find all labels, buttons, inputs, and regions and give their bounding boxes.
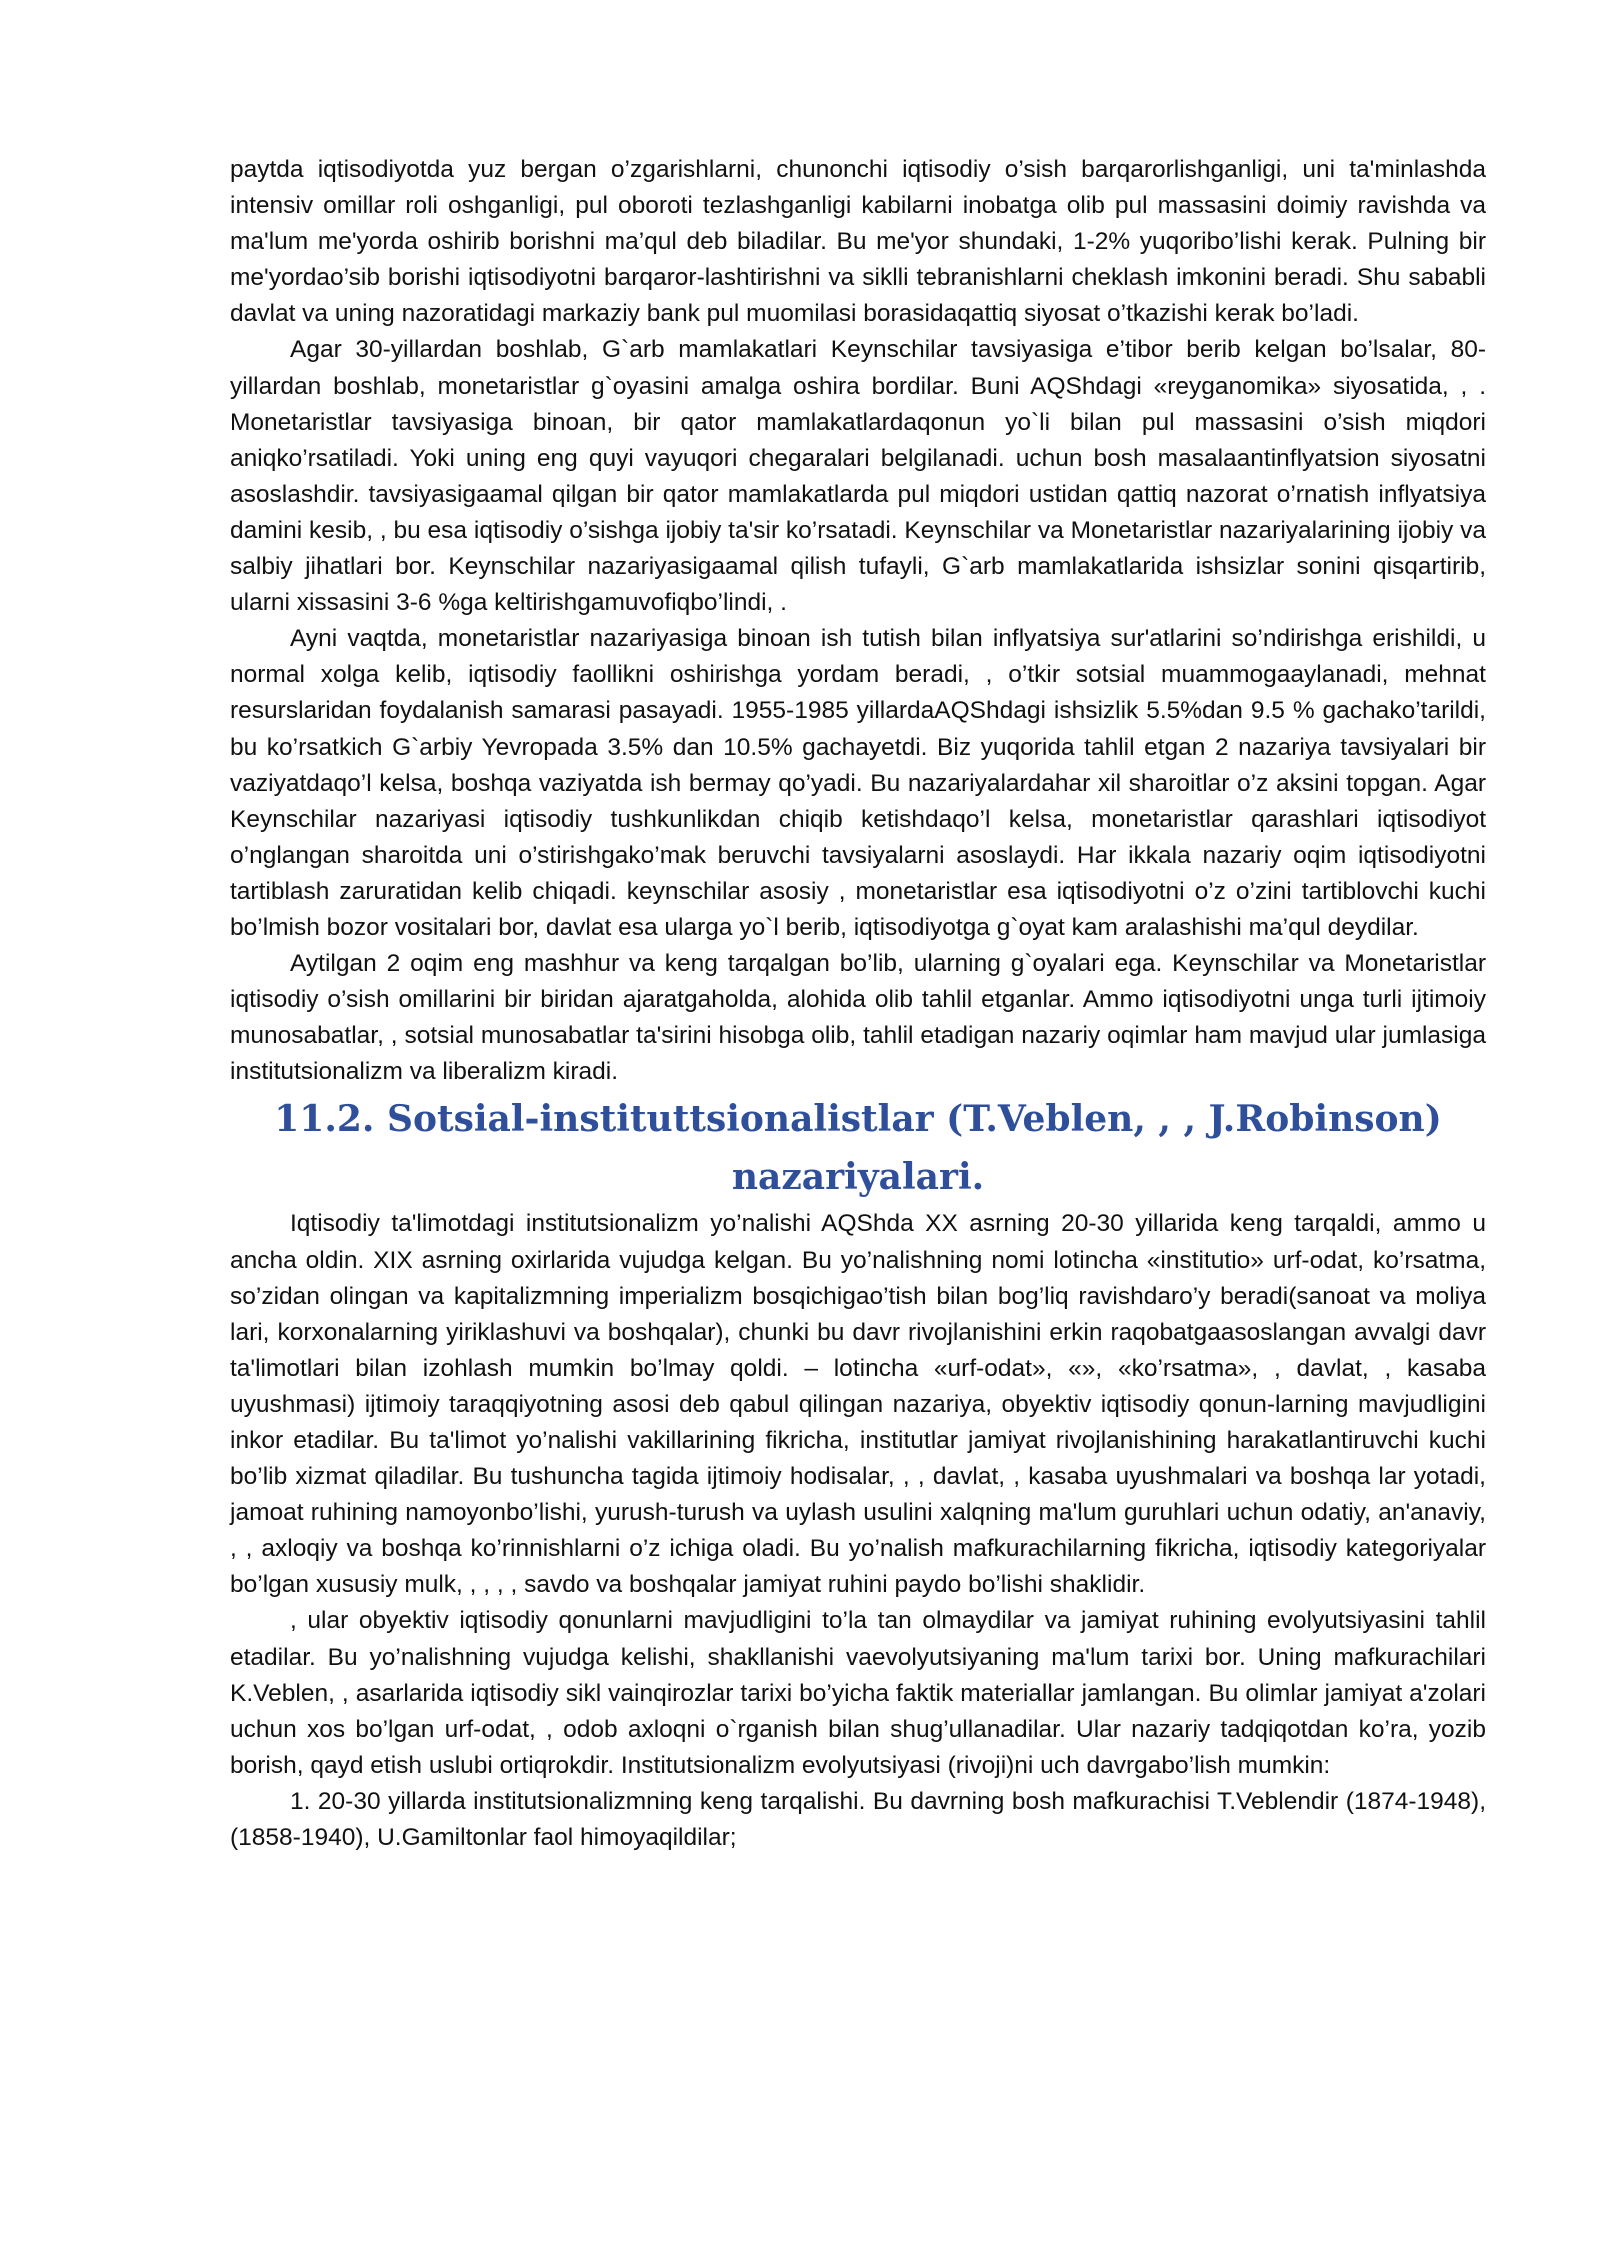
section-heading: 11.2. Sotsial-instituttsionalistlar (T.Veblen, , , J.Robinson) nazariyalari. bbox=[274, 1098, 1442, 1199]
document-page bbox=[230, 152, 1486, 1856]
paragraph: Aytilgan 2 oqim eng mashhur va keng tarqalgan bo’lib, ularning g`oyalari ega. Keynschilar va Monetaristlar iqtisodiy o’sish omillarini bir biridan ajaratgaholda, alohida olib tahlil etganlar. Ammo iqtisodiyotni unga turli ijtimoiy munosabatlar, , sotsial munosabatlar ta'sirini hisobga olib, tahlil etadigan nazariy oqimlar ham mavjud ular jumlasiga institutsionalizm va liberalizm kiradi. bbox=[230, 950, 1486, 1086]
paragraph: Ayni vaqtda, monetaristlar nazariyasiga binoan ish tutish bilan inflyatsiya sur'atlarini so’ndirishga erishildi, u normal xolga kelib, iqtisodiy faollikni oshirishga yordam beradi, , o’tkir sotsial muammogaaylanadi, mehnat resurslaridan foydalanish samarasi pasayadi. 1955-1985 yillardaAQShdagi ishsizlik 5.5%dan 9.5 % gachako’tarildi, bu ko’rsatkich G`arbiy Yevropada 3.5% dan 10.5% gachayetdi. Biz yuqorida tahlil etgan 2 nazariya tavsiyalari bir vaziyatdaqo’l kelsa, boshqa vaziyatda ish bermay qo’yadi. Bu nazariyalardahar xil sharoitlar o’z aksini topgan. Agar Keynschilar nazariyasi iqtisodiy tushkunlikdan chiqib ketishdaqo’l kelsa, monetaristlar qarashlari iqtisodiyot o’nglangan sharoitda uni o’stirishgako’mak beruvchi tavsiyalarni asoslaydi. Har ikkala nazariy oqim iqtisodiyotni tartiblash zaruratidan kelib chiqadi. keynschilar asosiy , monetaristlar esa iqtisodiyotni o’z o’zini tartiblovchi kuchi bo’lmish bozor vositalari bor, davlat esa ularga yo`l berib, iqtisodiyotga g`oyat kam aralashishi ma’qul deydilar. bbox=[230, 625, 1486, 941]
paragraph: Agar 30-yillardan boshlab, G`arb mamlakatlari Keynschilar tavsiyasiga e’tibor berib kelgan bo’lsalar, 80-yillardan boshlab, monetaristlar g`oyasini amalga oshira bordilar. Buni AQShdagi «reyganomika» siyosatida, , . Monetaristlar tavsiyasiga binoan, bir qator mamlakatlardaqonun yo`li bilan pul massasini o’sish miqdori aniqko’rsatiladi. Yoki uning eng quyi vayuqori chegaralari belgilanadi. uchun bosh masalaantinflyatsion siyosatni asoslashdir. tavsiyasigaamal qilgan bir qator mamlakatlarda pul miqdori ustidan qattiq nazorat o’rnatish inflyatsiya damini kesib, , bu esa iqtisodiy o’sishga ijobiy ta'sir ko’rsatadi. Keynschilar va Monetaristlar nazariyalarining ijobiy va salbiy jihatlari bor. Keynschilar nazariyasigaamal qilish tufayli, G`arb mamlakatlarida ishsizlar sonini qisqartirib, ularni xissasini 3-6 %ga keltirishgamuvofiqbo’lindi, . bbox=[230, 336, 1486, 617]
paragraph: , ular obyektiv iqtisodiy qonunlarni mavjudligini to’la tan olmaydilar va jamiyat ruhining evolyutsiyasini tahlil etadilar. Bu yo’nalishning vujudga kelishi, shakllanishi vaevolyutsiyaning ma'lum tarixi bor. Uning mafkurachilari K.Veblen, , asarlarida iqtisodiy sikl vainqirozlar tarixi bo’yicha faktik materiallar jamlangan. Bu olimlar jamiyat a'zolari uchun xos bo’lgan urf-odat, , odob axloqni o`rganish bilan shug’ullanadilar. Ular nazariy tadqiqotdan ko’ra, yozib borish, qayd etish uslubi ortiqrokdir. Institutsionalizm evolyutsiyasi (rivoji)ni uch davrgabo’lish mumkin: bbox=[230, 1607, 1486, 1779]
paragraph: paytda iqtisodiyotda yuz bergan o’zgarishlarni, chunonchi iqtisodiy o’sish barqarorlishganligi, uni ta'minlashda intensiv omillar roli oshganligi, pul oboroti tezlashganligi kabilarni inobatga olib pul massasini doimiy ravishda va ma'lum me'yorda oshirib borishni ma’qul deb biladilar. Bu me'yor shundaki, 1-2% yuqoribo’lishi kerak. Pulning bir me'yordao’sib borishi iqtisodiyotni barqaror-lashtirishni va siklli tebranishlarni cheklash imkonini beradi. Shu sababli davlat va uning nazoratidagi markaziy bank pul muomilasi borasidaqattiq siyosat o’tkazishi kerak bo’ladi. bbox=[230, 156, 1486, 328]
paragraph: 1. 20-30 yillarda institutsionalizmning keng tarqalishi. Bu davrning bosh mafkurachisi T.Veblendir (1874-1948), (1858-1940), U.Gamiltonlar faol himoyaqildilar; bbox=[230, 1787, 1486, 1852]
paragraph: Iqtisodiy ta'limotdagi institutsionalizm yo’nalishi AQShda XX asrning 20-30 yillarida keng tarqaldi, ammo u ancha oldin. XIX asrning oxirlarida vujudga kelgan. Bu yo’nalishning nomi lotincha «institutio» urf-odat, ko’rsatma, so’zidan olingan va kapitalizmning imperializm bosqichigao’tish bilan bog’liq ravishdaro’y beradi(sanoat va moliya lari, korxonalarning yiriklashuvi va boshqalar), chunki bu davr rivojlanishini erkin raqobatgaasoslangan avvalgi davr ta'limotlari bilan izohlash mumkin bo’lmay qoldi. – lotincha «urf-odat», «», «ko’rsatma», , davlat, , kasaba uyushmasi) ijtimoiy taraqqiyotning asosi deb qabul qilingan nazariya, obyektiv iqtisodiy qonun-larning mavjudligini inkor etadilar. Bu ta'limot yo’nalishi vakillarining fikricha, institutlar jamiyat rivojlanishining harakatlantiruvchi kuchi bo’lib xizmat qiladilar. Bu tushuncha tagida ijtimoiy hodisalar, , , davlat, , kasaba uyushmalari va boshqa lar yotadi, jamoat ruhining namoyonbo’lishi, yurush-turush va uylash usulini xalqning ma'lum guruhlari uchun odatiy, an'anaviy, , , axloqiy va boshqa ko’rinnishlarni o’z ichiga oladi. Bu yo’nalish mafkurachilarning fikricha, iqtisodiy kategoriyalar bo’lgan xususiy mulk, , , , , savdo va boshqalar jamiyat ruhini paydo bo’lishi shaklidir. bbox=[230, 1210, 1486, 1599]
